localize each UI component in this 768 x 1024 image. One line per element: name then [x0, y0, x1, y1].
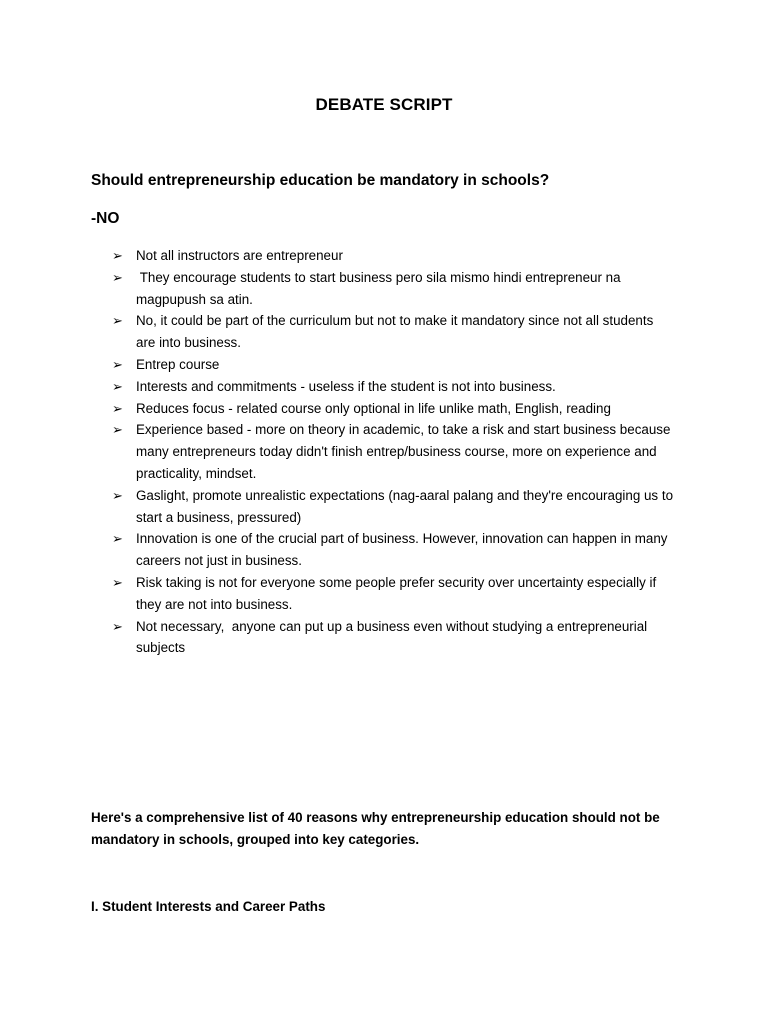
arrow-bullet-icon: ➢	[112, 378, 123, 394]
list-item	[0, 398, 768, 420]
list-item-text: Experience based - more on theory in academic, to take a risk and start business because many entrepreneurs today didn't finish entrep/business course, more on experience and practicality, mindset.	[136, 422, 671, 481]
list-item	[0, 267, 768, 311]
arrow-bullet-icon: ➢	[112, 487, 123, 503]
list-item-text: Interests and commitments - useless if the student is not into business.	[136, 378, 556, 394]
list-item-text: Entrep course	[136, 356, 220, 372]
arrow-bullet-icon: ➢	[112, 248, 123, 263]
list-item-text: Not necessary, anyone can put up a business even without studying a entrepreneurial subjects	[136, 618, 651, 656]
argument-list	[0, 245, 768, 659]
arrow-bullet-icon: ➢	[112, 269, 123, 285]
list-item	[0, 485, 768, 529]
arrow-bullet-icon: ➢	[112, 356, 123, 372]
arrow-bullet-icon: ➢	[112, 422, 123, 438]
intro-paragraph: Here's a comprehensive list of 40 reasons why entrepreneurship education should not be mandatory in schools, grouped into key categories.	[91, 810, 660, 847]
list-item	[0, 419, 768, 484]
list-item-text: Reduces focus - related course only optional in life unlike math, English, reading	[136, 400, 611, 416]
list-item-text: Gaslight, promote unrealistic expectations (nag-aaral palang and they're encouraging us to start a business, pressured)	[136, 487, 674, 525]
document-title: DEBATE SCRIPT	[315, 95, 453, 114]
arrow-bullet-icon: ➢	[112, 400, 123, 416]
arrow-bullet-icon: ➢	[112, 313, 123, 329]
debate-stance: -NO	[91, 210, 120, 227]
list-item	[0, 310, 768, 354]
section-heading: I. Student Interests and Career Paths	[91, 899, 326, 914]
arrow-bullet-icon: ➢	[112, 531, 123, 547]
list-item-text: They encourage students to start business pero sila mismo hindi entrepreneur na magpupush sa atin.	[136, 269, 625, 307]
list-item-text: Not all instructors are entrepreneur	[136, 248, 343, 263]
list-item	[0, 245, 768, 267]
list-item	[0, 616, 768, 660]
list-item	[0, 376, 768, 398]
arrow-bullet-icon: ➢	[112, 618, 123, 634]
list-item-text: Risk taking is not for everyone some people prefer security over uncertainty especially if they are not into business.	[136, 574, 657, 612]
list-item	[0, 354, 768, 376]
debate-question: Should entrepreneurship education be mandatory in schools?	[91, 172, 550, 189]
arrow-bullet-icon: ➢	[112, 574, 123, 590]
list-item-text: Innovation is one of the crucial part of business. However, innovation can happen in many careers not just in business.	[136, 531, 668, 569]
list-item-text: No, it could be part of the curriculum but not to make it mandatory since not all students are into business.	[136, 313, 654, 351]
list-item	[0, 528, 768, 572]
list-item	[0, 572, 768, 616]
